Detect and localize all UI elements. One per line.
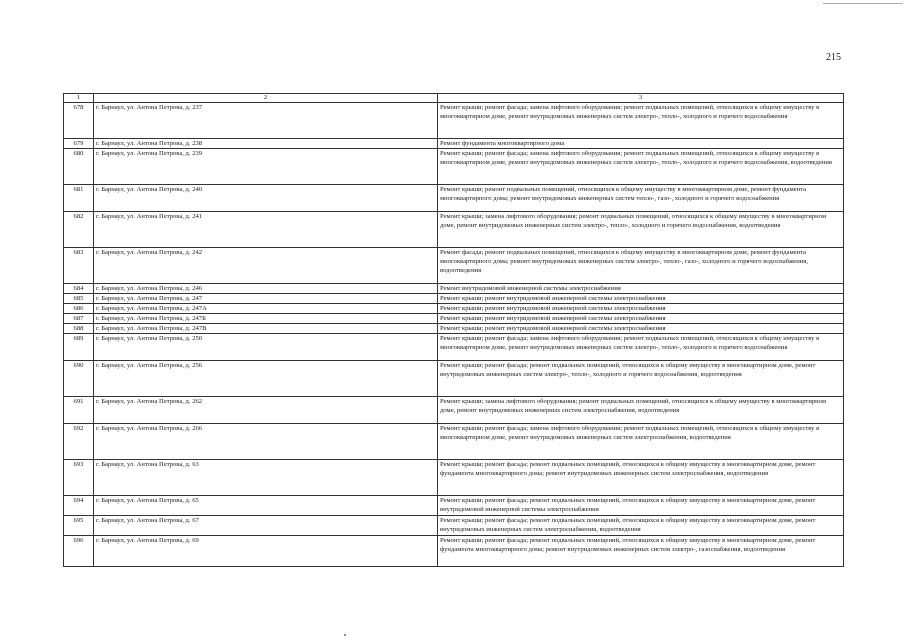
row-works: Ремонт крыши; ремонт внутридомовой инженерной системы электроснабжения xyxy=(438,294,844,304)
column-number-2: 2 xyxy=(94,94,438,103)
table-row xyxy=(64,460,844,496)
row-number: 693 xyxy=(64,460,94,496)
row-address: г. Барнаул, ул. Антона Петрова, д. 237 xyxy=(94,103,438,139)
table-row xyxy=(64,284,844,294)
row-works: Ремонт крыши; ремонт внутридомовой инженерной системы электроснабжения xyxy=(438,304,844,314)
row-address: г. Барнаул, ул. Антона Петрова, д. 242 xyxy=(94,248,438,284)
row-number: 685 xyxy=(64,294,94,304)
row-address: г. Барнаул, ул. Антона Петрова, д. 239 xyxy=(94,149,438,185)
row-number: 695 xyxy=(64,516,94,536)
row-number: 681 xyxy=(64,185,94,212)
row-address: г. Барнаул, ул. Антона Петрова, д. 69 xyxy=(94,536,438,567)
row-address: г. Барнаул, ул. Антона Петрова, д. 256 xyxy=(94,361,438,397)
document-table-container xyxy=(63,93,843,567)
table-row xyxy=(64,185,844,212)
table-row xyxy=(64,424,844,460)
row-number: 678 xyxy=(64,103,94,139)
row-works: Ремонт крыши; ремонт внутридомовой инженерной системы электроснабжения xyxy=(438,314,844,324)
row-address: г. Барнаул, ул. Антона Петрова, д. 262 xyxy=(94,397,438,424)
row-number: 683 xyxy=(64,248,94,284)
row-works: Ремонт крыши; ремонт фасада; замена лифтового оборудования; ремонт подвальных помещений, относящихся к общему имуществу в многоквартирном доме, ремонт внутридомовых инженерных систем электро-, тепло-, холодного и горячего водоснабжения xyxy=(438,103,844,139)
scan-edge-line xyxy=(823,3,903,4)
row-address: г. Барнаул, ул. Антона Петрова, д. 250 xyxy=(94,334,438,361)
row-number: 687 xyxy=(64,314,94,324)
row-works: Ремонт крыши; ремонт фасада; замена лифтового оборудования; ремонт подвальных помещений, относящихся к общему имуществу в многоквартирном доме, ремонт внутридомовых инженерных систем электро-, тепло-, холодного и горячего водоснабжения, водоотведения xyxy=(438,149,844,185)
row-works: Ремонт крыши; ремонт внутридомовой инженерной системы электроснабжения xyxy=(438,324,844,334)
scan-speck xyxy=(344,634,346,636)
row-works: Ремонт фундамента многоквартирного дома xyxy=(438,139,844,149)
repair-works-table xyxy=(63,93,844,567)
table-row xyxy=(64,516,844,536)
table-row xyxy=(64,139,844,149)
row-number: 696 xyxy=(64,536,94,567)
page-number: 215 xyxy=(826,52,841,63)
row-address: г. Барнаул, ул. Антона Петрова, д. 247А xyxy=(94,304,438,314)
row-number: 686 xyxy=(64,304,94,314)
column-number-1: 1 xyxy=(64,94,94,103)
row-address: г. Барнаул, ул. Антона Петрова, д. 63 xyxy=(94,460,438,496)
table-row xyxy=(64,536,844,567)
row-address: г. Барнаул, ул. Антона Петрова, д. 247В xyxy=(94,324,438,334)
row-works: Ремонт крыши; ремонт подвальных помещений, относящихся к общему имуществу в многоквартирном доме, ремонт фундамента многоквартирного дома; ремонт внутридомовых инженерных систем тепло-, газо-, холодного и горячего водоснабжения xyxy=(438,185,844,212)
table-row xyxy=(64,212,844,248)
row-works: Ремонт крыши; ремонт фасада; ремонт подвальных помещений, относящихся к общему имуществу в многоквартирном доме, ремонт фундамента многоквартирного дома; ремонт внутридомовых инженерных систем электро-, газоснабжения, водоотведения xyxy=(438,536,844,567)
row-works: Ремонт крыши; ремонт фасада; ремонт подвальных помещений, относящихся к общему имуществу в многоквартирном доме, ремонт фундамента многоквартирного дома; ремонт внутридомовых инженерных систем электроснабжения, водоотведения xyxy=(438,460,844,496)
row-address: г. Барнаул, ул. Антона Петрова, д. 65 xyxy=(94,496,438,516)
table-row xyxy=(64,361,844,397)
row-number: 679 xyxy=(64,139,94,149)
row-works: Ремонт крыши; ремонт фасада; замена лифтового оборудования; ремонт подвальных помещений, относящихся к общему имуществу в многоквартирном доме, ремонт внутридомовых инженерных систем электро-, тепло-, холодного и горячего водоснабжения xyxy=(438,334,844,361)
row-number: 691 xyxy=(64,397,94,424)
row-works: Ремонт крыши; ремонт фасада; ремонт подвальных помещений, относящихся к общему имуществу в многоквартирном доме, ремонт внутридомовых инженерных систем электроснабжения, водоотведения xyxy=(438,516,844,536)
row-address: г. Барнаул, ул. Антона Петрова, д. 266 xyxy=(94,424,438,460)
row-number: 692 xyxy=(64,424,94,460)
row-address: г. Барнаул, ул. Антона Петрова, д. 238 xyxy=(94,139,438,149)
row-address: г. Барнаул, ул. Антона Петрова, д. 67 xyxy=(94,516,438,536)
row-number: 690 xyxy=(64,361,94,397)
row-number: 684 xyxy=(64,284,94,294)
row-works: Ремонт крыши; ремонт фасада; ремонт подвальных помещений, относящихся к общему имуществу в многоквартирном доме, ремонт внутридомовых инженерных систем электро-, тепло-, холодного и горячего водоснабжения, водоотведения xyxy=(438,361,844,397)
table-row xyxy=(64,294,844,304)
table-row xyxy=(64,496,844,516)
row-works: Ремонт внутридомовой инженерной системы электроснабжения xyxy=(438,284,844,294)
row-works: Ремонт крыши; замена лифтового оборудования; ремонт подвальных помещений, относящихся к общему имуществу в многоквартирном доме, ремонт внутридомовых инженерных систем электроснабжения, водоотведения xyxy=(438,397,844,424)
row-number: 689 xyxy=(64,334,94,361)
row-address: г. Барнаул, ул. Антона Петрова, д. 247Б xyxy=(94,314,438,324)
row-works: Ремонт крыши; замена лифтового оборудования; ремонт подвальных помещений, относящихся к общему имуществу в многоквартирном доме, ремонт внутридомовых инженерных систем электро-, тепло-, холодного и горячего водоснабжения, водоотведения xyxy=(438,212,844,248)
row-address: г. Барнаул, ул. Антона Петрова, д. 246 xyxy=(94,284,438,294)
column-number-row xyxy=(64,94,844,103)
column-number-3: 3 xyxy=(438,94,844,103)
table-row xyxy=(64,334,844,361)
row-number: 680 xyxy=(64,149,94,185)
row-works: Ремонт фасада; ремонт подвальных помещений, относящихся к общему имуществу в многоквартирном доме, ремонт фундамента многоквартирного дома; ремонт внутридомовых инженерных систем электро-, тепло-, газо-, холодного и горячего водоснабжения, водоотведения xyxy=(438,248,844,284)
row-number: 682 xyxy=(64,212,94,248)
table-row xyxy=(64,103,844,139)
table-row xyxy=(64,314,844,324)
table-row xyxy=(64,324,844,334)
row-works: Ремонт крыши; ремонт фасада; ремонт подвальных помещений, относящихся к общему имуществу в многоквартирном доме, ремонт внутридомовой инженерной системы электроснабжения xyxy=(438,496,844,516)
row-number: 688 xyxy=(64,324,94,334)
row-address: г. Барнаул, ул. Антона Петрова, д. 247 xyxy=(94,294,438,304)
row-address: г. Барнаул, ул. Антона Петрова, д. 241 xyxy=(94,212,438,248)
row-works: Ремонт крыши; ремонт фасада; замена лифтового оборудования; ремонт подвальных помещений, относящихся к общему имуществу в многоквартирном доме, ремонт внутридомовых инженерных систем электроснабжения, водоотведения xyxy=(438,424,844,460)
table-row xyxy=(64,149,844,185)
row-address: г. Барнаул, ул. Антона Петрова, д. 240 xyxy=(94,185,438,212)
table-row xyxy=(64,304,844,314)
table-row xyxy=(64,397,844,424)
table-row xyxy=(64,248,844,284)
row-number: 694 xyxy=(64,496,94,516)
